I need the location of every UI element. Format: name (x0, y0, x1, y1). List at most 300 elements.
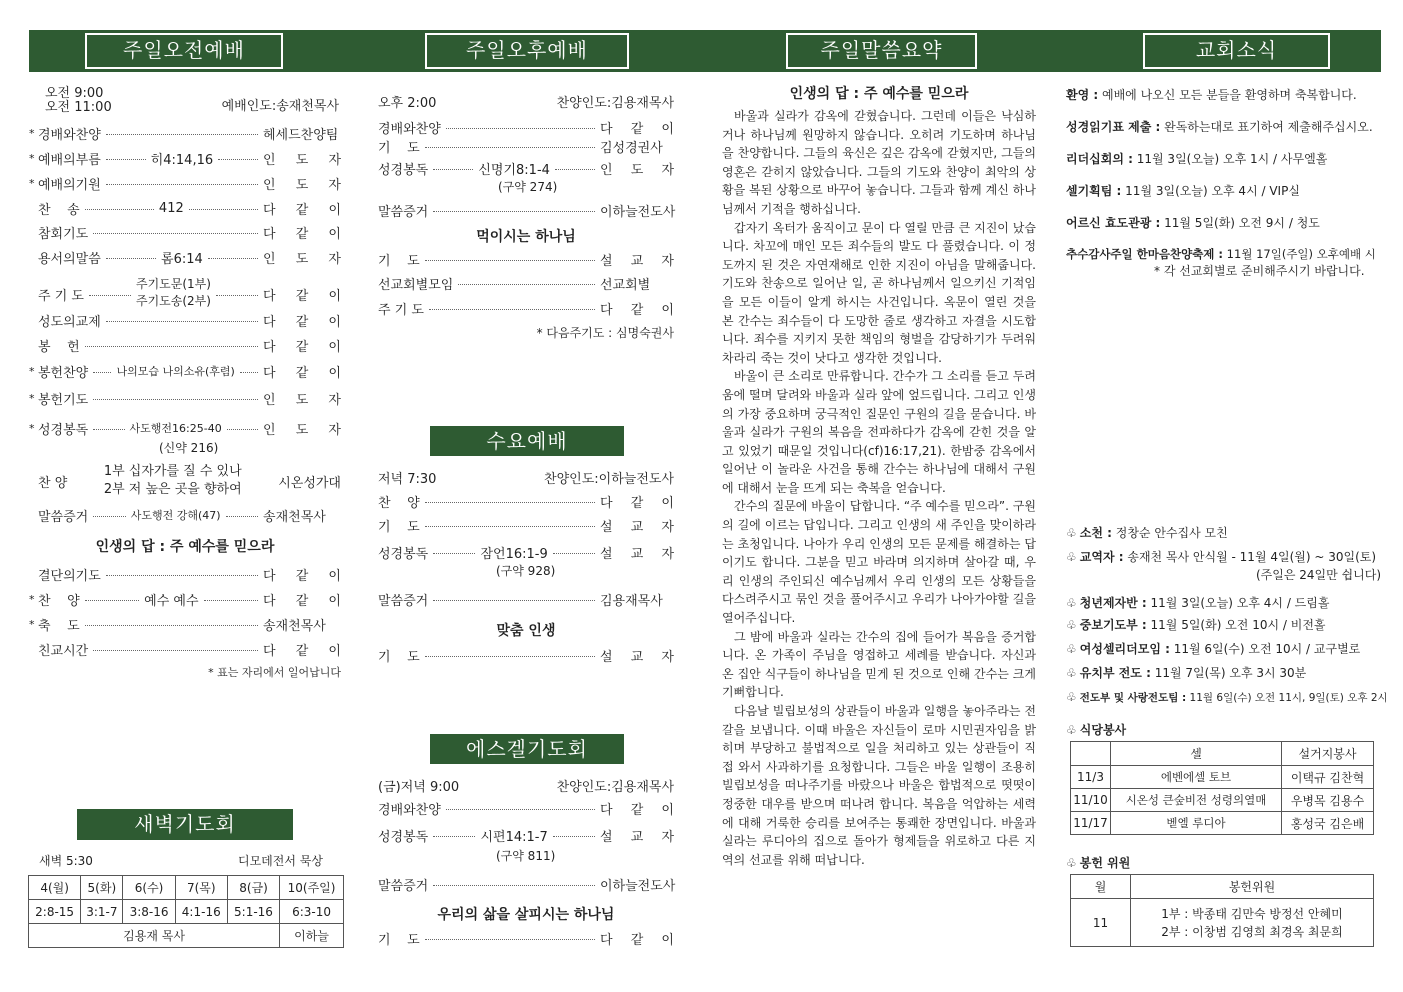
order-row (378, 136, 674, 156)
order-label: 찬 양 (378, 495, 420, 511)
order-label: 성경봉독 (378, 162, 429, 178)
order-row (378, 158, 674, 178)
order-label: 기 도 (378, 140, 420, 156)
news-item-key: 추수감사주일 한마음찬양축제 : (1066, 247, 1224, 261)
clover-icon: ♧ (1066, 550, 1077, 564)
dot-leader (553, 553, 595, 554)
dot-leader (433, 600, 595, 601)
order-person: 이하늘전도사 (600, 204, 676, 220)
news-item (1066, 86, 1357, 103)
order-star: * (29, 617, 35, 631)
order-row (29, 589, 341, 609)
afternoon-reading-ref: (구약 274) (498, 180, 558, 194)
order-row (378, 273, 674, 293)
morning-footnote: * 표는 자리에서 일어납니다 (208, 666, 341, 679)
offering-header: 봉헌위원 (1131, 875, 1374, 899)
meal-cell: 에벤에셀 토브 (1111, 766, 1282, 789)
order-label: 축 도 (38, 618, 80, 634)
order-row (29, 505, 341, 525)
dot-leader (555, 169, 595, 170)
order-person: 인 도 자 (263, 177, 341, 193)
dot-leader (425, 147, 595, 148)
lord-prayer-1: 주기도문(1부) (136, 277, 211, 291)
order-row (378, 825, 674, 845)
order-label: 성경봉독 (378, 546, 429, 562)
dawn-leader-sunday: 이하늘 (280, 924, 344, 948)
summary-paragraph: 간수의 질문에 바울이 답합니다. “주 예수를 믿으라”. 구원의 길에 이르는 답입니다. 그리고 인생의 새 주인을 맞이하라는 초청입니다. 나아가 우리 인생의 모든 문제를 해결하는 답이기도 합니다. 그분을 믿고 바라며 의지하며 살아갈 때, 우리 인생의 주인되신 예수님께서 우리 인생의 모든 상황들을 다스려주시고 묶인 것을 풀어주시고 우리가 나아가야할 길을 열어주십니다. (722, 499, 1036, 626)
afternoon-time: 오후 2:00 (378, 96, 437, 111)
order-label: 경배와찬양 (378, 121, 441, 137)
news-item (1066, 524, 1228, 541)
order-row (378, 249, 674, 269)
news-item-key: 중보기도부 : (1079, 618, 1147, 632)
dawn-ref: 4:1-16 (175, 900, 227, 924)
order-row (378, 645, 674, 665)
afternoon-next-prayer: * 다음주기도 : 심명숙권사 (536, 326, 674, 340)
order-star: * (29, 592, 35, 606)
news-item-value: 11월 3일(오늘) 오후 4시 / VIP실 (1121, 184, 1300, 198)
order-label: 예배의기원 (38, 177, 101, 193)
dot-leader (425, 526, 595, 527)
news-item-key: 청년제자반 : (1079, 596, 1147, 610)
order-person: 다 같 이 (600, 495, 674, 511)
wednesday-time: 저녁 7:30 (378, 472, 437, 487)
order-row (378, 874, 674, 894)
dawn-ref: 2:8-15 (29, 900, 81, 924)
header-afternoon-worship: 주일오후예배 (425, 33, 629, 69)
order-person: 선교회별 (600, 277, 651, 293)
header-eskel-prayer: 에스겔기도회 (430, 734, 624, 764)
order-row (29, 173, 341, 193)
dot-leader (425, 502, 595, 503)
anthem-person: 시온성가대 (278, 475, 341, 491)
order-row (29, 310, 341, 330)
wednesday-reading-ref: (구약 928) (496, 564, 556, 578)
dot-leader (433, 169, 473, 170)
news-item-value: 완독하는대로 표기하여 제출해주십시오. (1160, 120, 1373, 134)
order-person: 다 같 이 (263, 593, 341, 609)
dot-leader (93, 233, 258, 234)
dot-leader (446, 809, 595, 810)
order-row (378, 117, 674, 137)
offering-table (1070, 874, 1374, 947)
order-row (29, 222, 341, 242)
meal-title (1066, 721, 1126, 738)
eskel-time: (금)저녁 9:00 (378, 780, 460, 795)
dot-leader (93, 429, 124, 430)
order-label: 기 도 (378, 519, 420, 535)
summary-body (722, 107, 1036, 869)
news-item-key: 셀기획팀 : (1066, 184, 1122, 198)
order-label: 기 도 (378, 649, 420, 665)
order-label: 성경봉독 (378, 829, 429, 845)
order-label: 봉 헌 (38, 339, 80, 355)
order-row (378, 589, 674, 609)
news-item-value: 11월 5일(화) 오전 9시 / 청도 (1160, 216, 1320, 230)
order-row (378, 491, 674, 511)
news-item (1066, 548, 1376, 565)
order-label: 예배의부름 (38, 152, 101, 168)
order-label: 성경봉독 (38, 422, 89, 438)
clover-icon: ♧ (1066, 618, 1077, 632)
dot-leader (433, 885, 595, 886)
order-person: 다 같 이 (600, 802, 674, 818)
order-person: 김성경권사 (600, 140, 663, 156)
wednesday-sermon-title: 맞춤 인생 (496, 623, 556, 639)
order-star: * (29, 151, 35, 165)
dot-leader (93, 516, 125, 517)
offering-title (1066, 854, 1130, 871)
order-person: 송재천목사 (263, 618, 326, 634)
clover-icon: ♧ (1066, 642, 1077, 656)
news-item-value: 송재천 목사 안식월 - 11월 4일(월) ~ 30일(토) (1123, 550, 1377, 564)
news-item-key: 성경읽기표 제출 : (1066, 120, 1161, 134)
morning-leader: 예배인도:송재천목사 (221, 99, 339, 114)
order-label: 주 기 도 (378, 302, 424, 318)
order-person: 다 같 이 (263, 568, 341, 584)
dot-leader (216, 295, 258, 296)
order-detail: 나의모습 나의소유(후렴) (116, 365, 235, 378)
dot-leader (227, 429, 258, 430)
dot-leader (458, 284, 595, 285)
order-detail: 412 (158, 200, 184, 216)
order-person: 인 도 자 (600, 162, 675, 178)
order-person: 설 교 자 (600, 649, 674, 665)
church-news-section (1066, 84, 1388, 964)
offering-month: 11 (1071, 899, 1131, 947)
news-item (1066, 214, 1320, 231)
dawn-ref: 6:3-10 (280, 900, 344, 924)
news-item-key: 소천 : (1079, 526, 1112, 540)
order-row (378, 200, 674, 220)
dawn-time: 새벽 5:30 (39, 854, 93, 868)
dot-leader (85, 600, 139, 601)
news-item-value: 11월 5일(화) 오전 10시 / 비전홀 (1146, 618, 1326, 632)
order-person: 다 같 이 (600, 302, 674, 318)
order-person: 설 교 자 (600, 546, 675, 562)
order-row (29, 148, 341, 168)
order-star: * (29, 421, 35, 435)
order-person: 다 같 이 (263, 314, 341, 330)
order-label: 기 도 (378, 932, 420, 948)
order-detail: 히4:14,16 (150, 152, 214, 168)
order-person: 다 같 이 (263, 288, 342, 304)
anthem-title-2: 2부 저 높은 곳을 향하여 (103, 482, 242, 497)
order-label: 찬 양 (38, 593, 80, 609)
eskel-prayer-section (378, 776, 674, 956)
dot-leader (106, 184, 258, 185)
dot-leader (93, 399, 258, 400)
order-row (378, 298, 674, 318)
dawn-day: 4(월) (29, 876, 81, 900)
order-detail: 시편14:1-7 (480, 829, 548, 845)
dot-leader (89, 295, 131, 296)
news-item-key: 환영 : (1066, 88, 1099, 102)
dot-leader (208, 258, 258, 259)
order-person: 헤세드찬양팀 (263, 127, 339, 143)
afternoon-worship-section (378, 92, 674, 352)
morning-worship-section (29, 86, 341, 686)
order-row (29, 614, 341, 634)
anthem-label: 찬 양 (38, 475, 68, 491)
order-row (29, 564, 341, 584)
pastor-note: (주일은 24일만 쉽니다) (1256, 568, 1381, 582)
order-label: 말씀증거 (378, 878, 429, 894)
order-detail: 롬6:14 (161, 251, 203, 267)
order-row (378, 542, 674, 562)
summary-paragraph: 다음날 빌립보성의 상관들이 바울과 일행을 놓아주라는 전갈을 보냅니다. 이때 바울은 자신들이 로마 시민권자임을 밝히며 부당하고 불법적으로 일을 처리하고 있는 상관들이 직접 와서 사과하기를 요청합니다. 그들은 바울 일행이 조용히 빌립보성을 떠나주기를 바랐으나 바울은 합법적으로 떳떳이 정중한 대우를 받으며 떠나려 합니다. 복음을 억압하는 세력에 대해 거룩한 승리를 보여주는 통쾌한 장면입니다. 바울과 실라는 루디아의 집으로 돌아가 형제들을 위로하고 다른 지역의 선교를 위해 떠납니다. (722, 704, 1036, 867)
order-star: * (29, 126, 35, 140)
dot-leader (218, 159, 258, 160)
header-church-news: 교회소식 (1143, 33, 1330, 69)
order-person: 다 같 이 (600, 121, 674, 137)
order-star: * (29, 391, 35, 405)
order-label: 성도의교제 (38, 314, 101, 330)
order-person: 인 도 자 (263, 251, 341, 267)
dot-leader (433, 836, 475, 837)
meal-cell: 우병목 김용수 (1282, 789, 1374, 812)
order-star: * (29, 364, 35, 378)
dawn-days-row (29, 876, 344, 900)
news-item-value: 예배에 나오신 모든 분들을 환영하며 축복합니다. (1098, 88, 1357, 102)
dawn-day: 6(수) (123, 876, 175, 900)
lord-prayer-pair (136, 276, 211, 310)
order-person: 인 도 자 (263, 392, 341, 408)
order-person: 다 같 이 (263, 202, 342, 218)
order-person: 다 같 이 (263, 339, 341, 355)
dot-leader (240, 372, 258, 373)
order-row (29, 247, 341, 267)
meal-cell: 벧엘 루디아 (1111, 812, 1282, 835)
news-item (1066, 118, 1373, 135)
news-item (1066, 182, 1300, 199)
offering-members (1131, 899, 1374, 947)
order-label: 찬 송 (38, 202, 80, 218)
header-sermon-summary: 주일말씀요약 (786, 33, 977, 69)
order-label: 결단의기도 (38, 568, 101, 584)
order-person: 인 도 자 (263, 152, 342, 168)
dot-leader (106, 321, 258, 322)
offering-line-1: 1부 : 박종태 김만숙 방정선 안혜미 (1161, 906, 1343, 921)
dot-leader (93, 650, 258, 651)
summary-paragraph: 바울과 실라가 감옥에 갇혔습니다. 그런데 이들은 낙심하거나 하나님께 원망하지 않습니다. 오히려 기도하며 하나님을 찬양합니다. 그들의 육신은 깊은 감옥에 갇혔지만, 그들의 영혼은 갇히지 않았습니다. 그들의 기도와 찬양이 최악의 상황을 복된 상황으로 바꾸어 놓습니다. 그들과 함께 계신 하나님께서 기적을 행하십니다. (722, 109, 1036, 216)
dot-leader (85, 625, 258, 626)
meal-cell: 이택규 김찬혁 (1282, 766, 1374, 789)
order-row (378, 798, 674, 818)
summary-title: 인생의 답 : 주 예수를 믿으라 (789, 86, 969, 102)
order-detail: 예수 예수 (144, 593, 199, 609)
dot-leader (189, 209, 258, 210)
order-star: * (29, 176, 35, 190)
dot-leader (425, 939, 595, 940)
meal-header: 셀 (1111, 742, 1282, 766)
meal-title-text: 식당봉사 (1079, 723, 1127, 737)
dawn-day: 5(화) (81, 876, 123, 900)
offering-title-text: 봉헌 위원 (1079, 856, 1131, 870)
order-row (29, 335, 341, 355)
meal-cell: 11/3 (1071, 766, 1111, 789)
order-label: 말씀증거 (38, 509, 89, 525)
order-label: 친교시간 (38, 643, 89, 659)
clover-icon: ♧ (1066, 526, 1077, 540)
dawn-leader-main: 김용재 목사 (29, 924, 280, 948)
meal-cell: 11/10 (1071, 789, 1111, 812)
afternoon-sermon-title: 먹이시는 하나님 (476, 229, 576, 245)
order-detail: 신명기8:1-4 (478, 162, 550, 178)
meal-cell: 홍성국 김은배 (1282, 812, 1374, 835)
wednesday-leader: 찬양인도:이하늘전도사 (544, 472, 674, 487)
news-item (1066, 640, 1360, 657)
order-person: 송재천목사 (263, 509, 326, 525)
order-label: 말씀증거 (378, 593, 429, 609)
order-label: 용서의말씀 (38, 251, 101, 267)
clover-icon: ♧ (1066, 666, 1077, 680)
order-person: 다 같 이 (263, 365, 342, 381)
meal-header-blank (1071, 742, 1111, 766)
summary-paragraph: 바울이 큰 소리로 만류합니다. 간수가 그 소리를 듣고 두려움에 떨며 달려와 바울과 실라 앞에 엎드립니다. 그리고 인생의 가장 중요하며 궁극적인 질문인 구원의 길을 묻습니다. 바울과 실라가 구원의 복음을 전파하다가 감옥에 갇힌 것을 알고 있었기 때문일 것입니다(cf)16:17,21). 한밤중 감옥에서 일어난 이 놀라운 사건을 통해 간수는 하나님에 대해서 구원에 대해서 눈을 뜨게 되는 축복을 얻습니다. (722, 369, 1036, 495)
order-row (378, 928, 674, 948)
eskel-reading-ref: (구약 811) (496, 849, 556, 863)
dot-leader (446, 128, 595, 129)
order-row (29, 418, 341, 438)
meal-table (1070, 741, 1374, 835)
wednesday-worship-section (378, 468, 674, 678)
news-item-value: 11월 3일(오늘) 오후 4시 / 드림홀 (1146, 596, 1330, 610)
dawn-schedule-table (28, 875, 344, 948)
dot-leader (85, 209, 154, 210)
dot-leader (429, 309, 595, 310)
order-detail: 잠언16:1-9 (480, 546, 548, 562)
dot-leader (425, 656, 595, 657)
order-row (29, 123, 341, 143)
order-person: 다 같 이 (263, 643, 341, 659)
order-row (29, 361, 341, 381)
dot-leader (553, 836, 595, 837)
order-detail: 사도행전16:25-40 (129, 422, 222, 435)
dot-leader (106, 159, 146, 160)
news-item (1066, 690, 1388, 705)
news-item (1066, 594, 1329, 611)
clover-icon: ♧ (1066, 690, 1077, 704)
order-row (29, 198, 341, 218)
header-wednesday-worship: 수요예배 (430, 426, 624, 456)
dawn-place: 디모데전서 묵상 (238, 854, 323, 868)
news-item-key: 어르신 효도관광 : (1066, 216, 1161, 230)
news-item-value: 11월 3일(오늘) 오후 1시 / 사무엘홀 (1132, 152, 1328, 166)
order-label: 주 기 도 (38, 288, 84, 304)
news-item-value: 11월 17일(주일) 오후예배 시 (1223, 247, 1376, 261)
meal-cell: 시온성 큰숲비전 성령의열매 (1111, 789, 1282, 812)
order-person: 설 교 자 (600, 253, 674, 269)
anthem-row (38, 463, 341, 499)
header-morning-worship: 주일오전예배 (85, 33, 283, 69)
anthem-titles (67, 463, 278, 499)
dawn-day: 10(주일) (280, 876, 344, 900)
news-item (1066, 616, 1326, 633)
meal-cell: 11/17 (1071, 812, 1111, 835)
news-item (1066, 664, 1306, 681)
dot-leader (93, 372, 111, 373)
summary-paragraph: 그 밤에 바울과 실라는 간수의 집에 들어가 복음을 증거합니다. 온 가족이 주님을 영접하고 세례를 받습니다. 자신과 온 집안 식구들이 하나님을 믿게 된 것으로 인해 간수는 크게 기뻐합니다. (722, 629, 1036, 700)
dot-leader (85, 346, 258, 347)
order-label: 봉헌기도 (38, 392, 89, 408)
clover-icon: ♧ (1066, 856, 1077, 870)
order-label: 기 도 (378, 253, 420, 269)
news-item (1066, 246, 1376, 262)
morning-sermon-title: 인생의 답 : 주 예수를 믿으라 (95, 539, 275, 555)
dot-leader (433, 211, 595, 212)
dawn-day: 8(금) (227, 876, 279, 900)
news-item-value: 11월 6일(수) 오전 11시, 9일(토) 오후 2시 (1186, 692, 1388, 704)
news-item-key: 전도부 및 사랑전도팀 : (1079, 692, 1187, 704)
summary-paragraph: 갑자기 옥터가 움직이고 문이 다 열릴 만큼 큰 지진이 났습니다. 차꼬에 매인 모든 죄수들의 발도 다 풀렸습니다. 이 정도까지 된 것은 자연재해로 인한 지진이 아님을 말해줍니다. 기도와 찬송으로 일어난 일, 곧 하나님께서 일으키신 기적임을 모든 이들이 알게 하시는 사건입니다. 옥문이 열린 것을 본 간수는 죄수들이 다 도망한 줄로 생각하고 자결을 시도합니다. 죄수를 지키지 못한 책임의 형벌을 감당하기가 두려워 차라리 죽는 것이 낫다고 생각한 것입니다. (722, 220, 1036, 365)
eskel-leader: 찬양인도:김용재목사 (556, 780, 674, 795)
order-person: 인 도 자 (263, 422, 341, 438)
dot-leader (226, 516, 258, 517)
dot-leader (433, 553, 475, 554)
order-label: 선교회별모임 (378, 277, 454, 293)
clover-icon: ♧ (1066, 723, 1077, 737)
dot-leader (106, 134, 258, 135)
order-person: 김용재목사 (600, 593, 663, 609)
order-row (29, 277, 341, 311)
afternoon-leader: 찬양인도:김용재목사 (556, 96, 674, 111)
order-label: 말씀증거 (378, 204, 429, 220)
news-item-value: 11월 6일(수) 오전 10시 / 교구별로 (1169, 642, 1361, 656)
dot-leader (106, 258, 156, 259)
offering-line-2: 2부 : 이창범 김영희 최경옥 최문희 (1161, 924, 1343, 939)
news-item-key: 교역자 : (1079, 550, 1124, 564)
dawn-ref: 5:1-16 (227, 900, 279, 924)
dawn-day: 7(목) (175, 876, 227, 900)
anthem-title-1: 1부 십자가를 질 수 있나 (103, 464, 242, 479)
meal-header: 설거지봉사 (1282, 742, 1374, 766)
morning-times (45, 87, 112, 115)
dawn-leaders-row (29, 924, 344, 948)
order-person: 이하늘전도사 (600, 878, 676, 894)
order-row (29, 388, 341, 408)
order-row (29, 639, 341, 659)
morning-time-1: 오전 9:00 (45, 86, 104, 101)
news-item-key: 유치부 전도 : (1079, 666, 1151, 680)
order-person: 설 교 자 (600, 829, 675, 845)
sermon-summary-section (722, 83, 1036, 913)
order-label: 경배와찬양 (378, 802, 441, 818)
dawn-ref: 3:8-16 (123, 900, 175, 924)
clover-icon: ♧ (1066, 596, 1077, 610)
dot-leader (204, 600, 258, 601)
order-row (378, 515, 674, 535)
offering-header: 월 (1071, 875, 1131, 899)
order-person: 설 교 자 (600, 519, 674, 535)
header-dawn-prayer: 새벽기도회 (77, 809, 293, 840)
news-item-key: 리더십회의 : (1066, 152, 1133, 166)
dot-leader (106, 575, 258, 576)
lord-prayer-2: 주기도송(2부) (136, 294, 211, 308)
dawn-ref: 3:1-7 (81, 900, 123, 924)
dot-leader (425, 260, 595, 261)
news-item-value: 정창순 안수집사 모친 (1111, 526, 1228, 540)
eskel-sermon-title: 우리의 삶을 살피시는 하나님 (437, 907, 615, 923)
dawn-refs-row (29, 900, 344, 924)
order-label: 참회기도 (38, 226, 89, 242)
order-person: 다 같 이 (263, 226, 341, 242)
morning-time-2: 오전 11:00 (45, 100, 112, 115)
morning-reading-ref: (신약 216) (159, 441, 219, 455)
news-item (1066, 150, 1327, 167)
order-label: 경배와찬양 (38, 127, 101, 143)
news-item-value: 11월 7일(목) 오후 3시 30분 (1150, 666, 1307, 680)
